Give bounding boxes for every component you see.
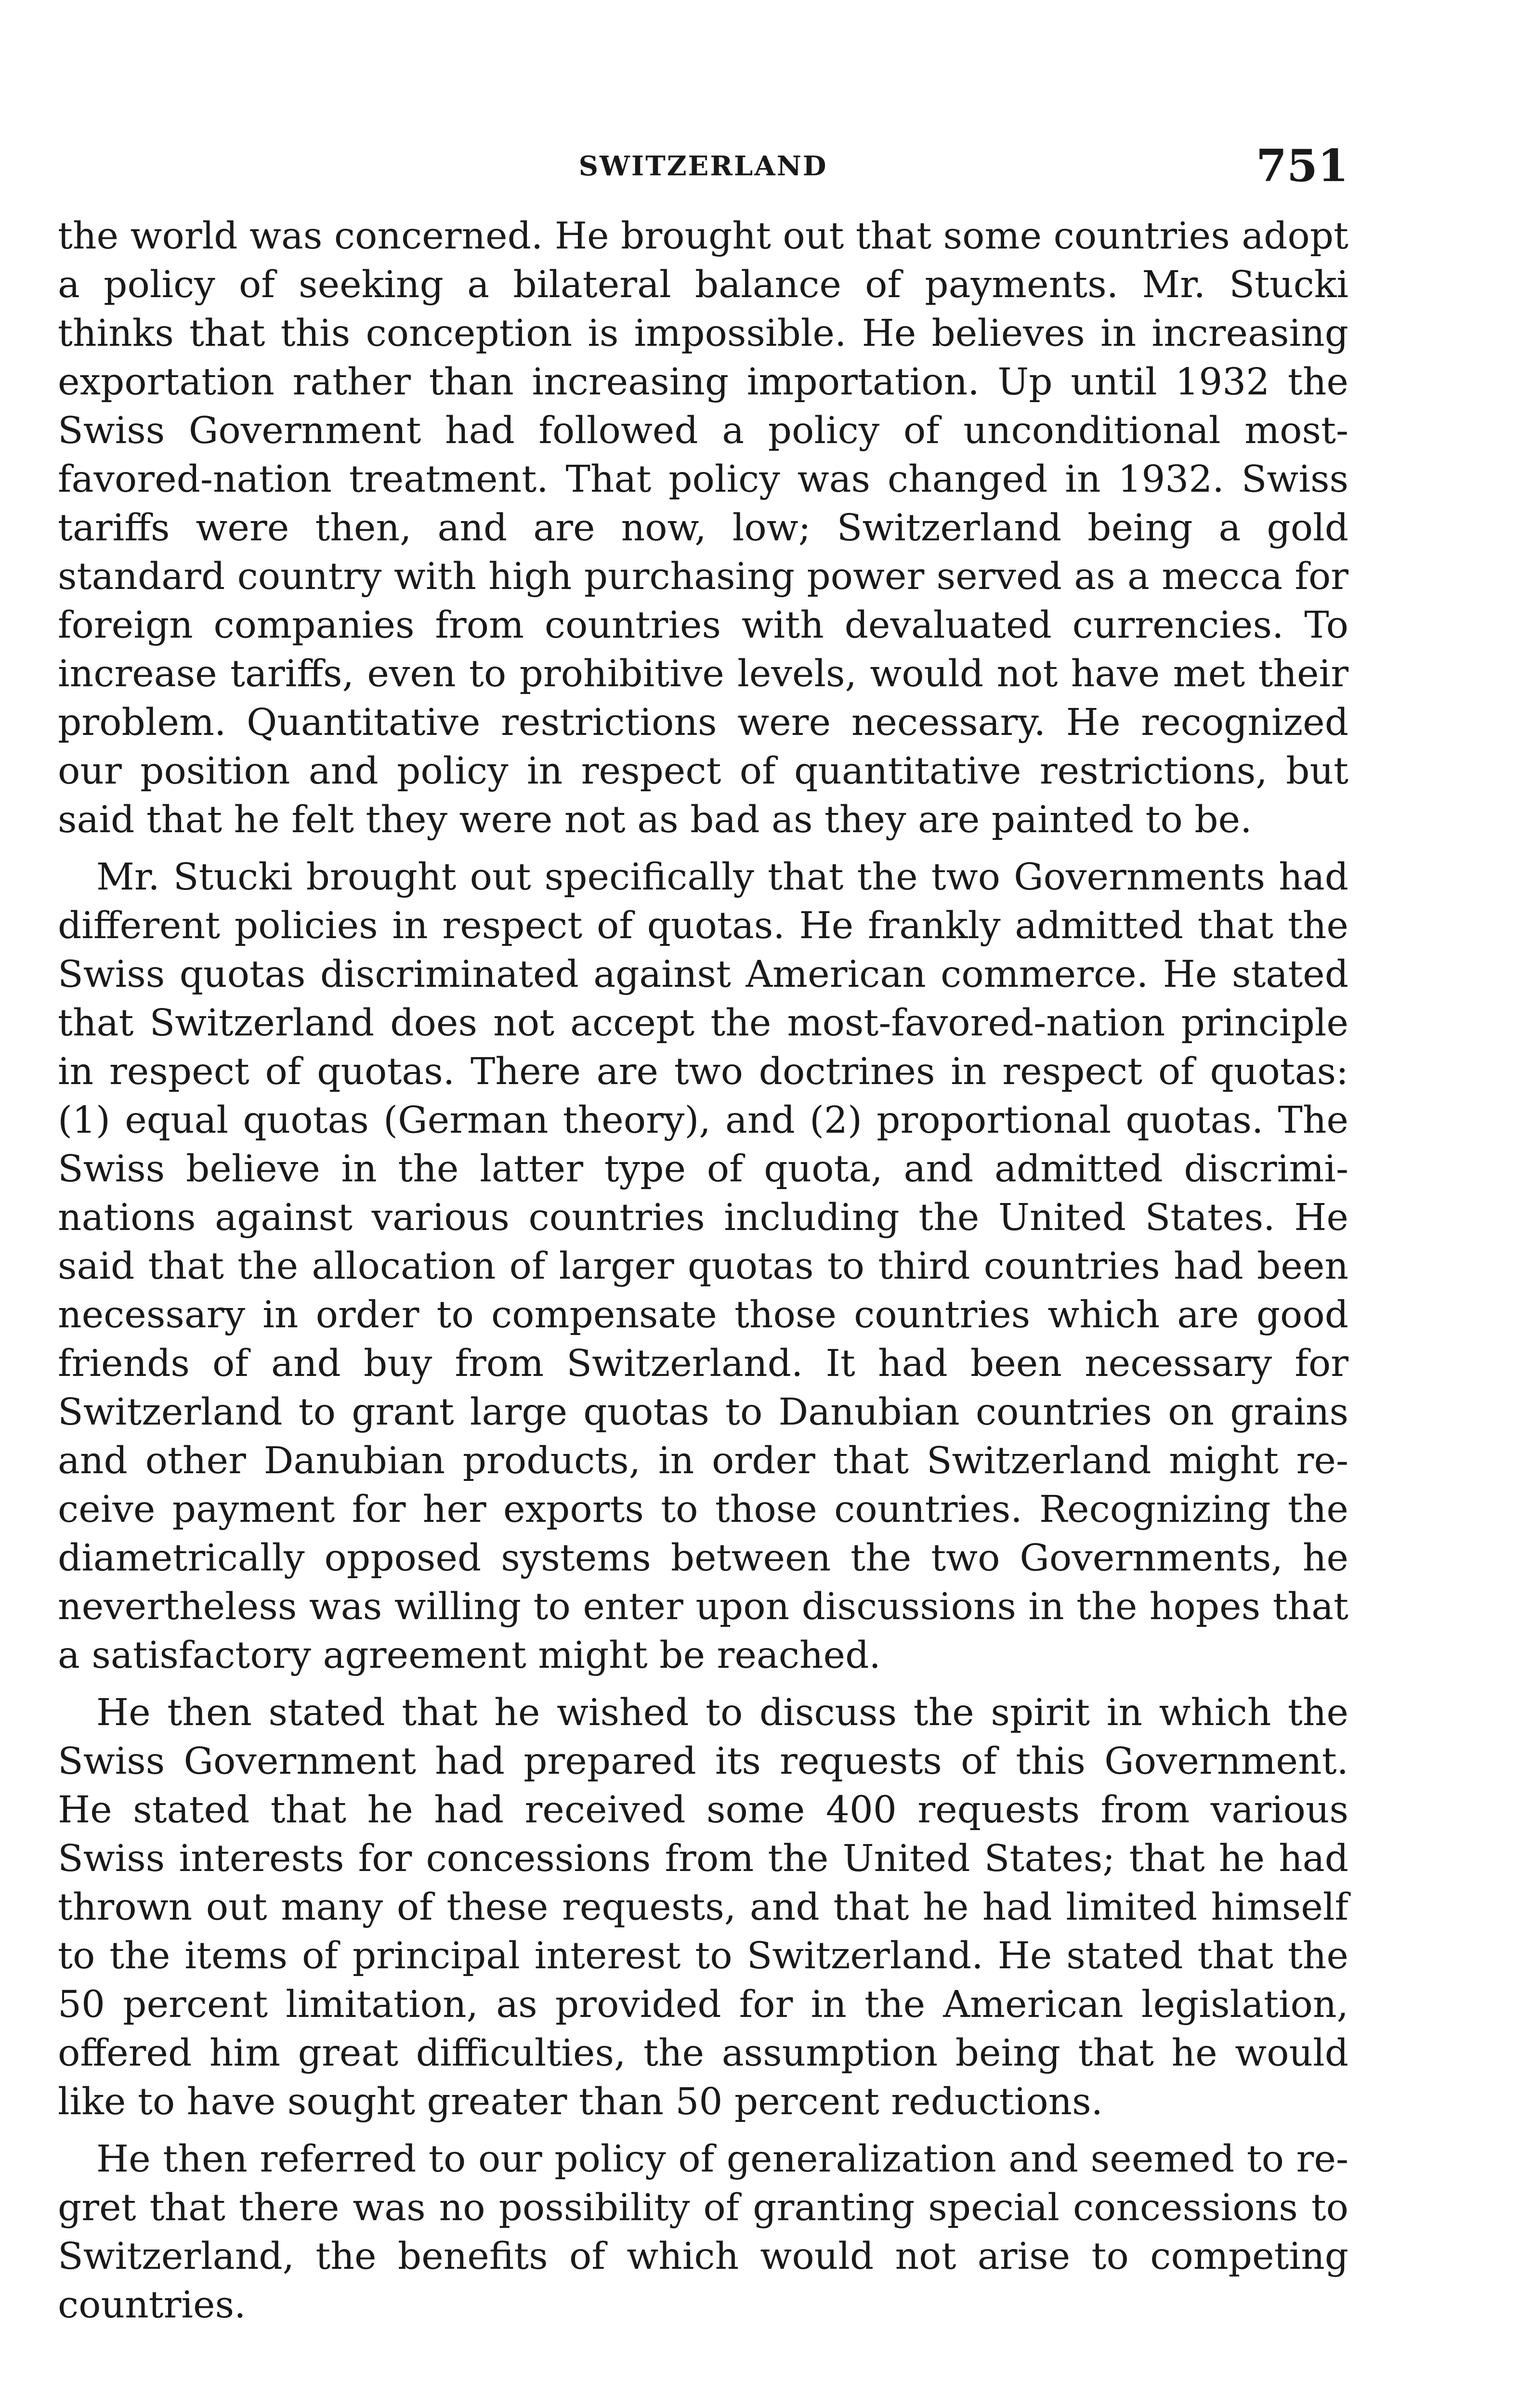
paragraph-1: the world was concerned. He brought out that some countries adopt a policy of seeking a bilateral balance of payments. Mr. Stucki thinks that this conception is impossible. He believes in increasing exportation rather than increasing importation. Up until 1932 the Swiss Government had followed a policy of unconditional most-favored-nation treatment. That policy was changed in 1932. Swiss tariffs were then, and are now, low; Switzerland being a gold standard country with high purchasing power served as a mecca for foreign companies from countries with devaluated currencies. To increase tariffs, even to prohibitive levels, would not have met their problem. Quantitative restrictions were necessary. He recognized our position and policy in respect of quantitative restrictions, but said that he felt they were not as bad as they are painted to be. (58, 215, 1348, 841)
body-text (58, 212, 1348, 2329)
paragraph-4: He then referred to our policy of generalization and seemed to regret that there was no possibility of granting special concessions to Switzerland, the benefits of which would not arise to competing countries. (58, 2138, 1348, 2327)
page-number: 751 (1256, 140, 1348, 192)
paragraph-3: He then stated that he wished to discuss the spirit in which the Swiss Government had prepared its requests of this Government. He stated that he had received some 400 requests from various Swiss interests for concessions from the United States; that he had thrown out many of these requests, and that he had limited himself to the items of principal interest to Switzerland. He stated that the 50 percent limitation, as provided for in the American legislation, offered him great difficulties, the assumption being that he would like to have sought greater than 50 percent reductions. (58, 1691, 1348, 2123)
paragraph-2: Mr. Stucki brought out specifically that the two Governments had different policies in respect of quotas. He frankly admitted that the Swiss quotas discriminated against American commerce. He stated that Switzerland does not accept the most-favored-nation principle in respect of quotas. There are two doctrines in respect of quotas: (1) equal quotas (German theory), and (2) proportional quotas. The Swiss believe in the latter type of quota, and admitted discriminations against various countries including the United States. He said that the allocation of larger quotas to third countries had been necessary in order to compensate those countries which are good friends of and buy from Switzerland. It had been necessary for Switzerland to grant large quotas to Danubian countries on grains and other Danubian products, in order that Switzerland might receive payment for her exports to those countries. Recognizing the diametrically opposed systems between the two Governments, he nevertheless was willing to enter upon discussions in the hopes that a satisfactory agreement might be reached. (58, 856, 1348, 1677)
running-header (58, 140, 1348, 193)
running-title: SWITZERLAND (578, 150, 828, 182)
